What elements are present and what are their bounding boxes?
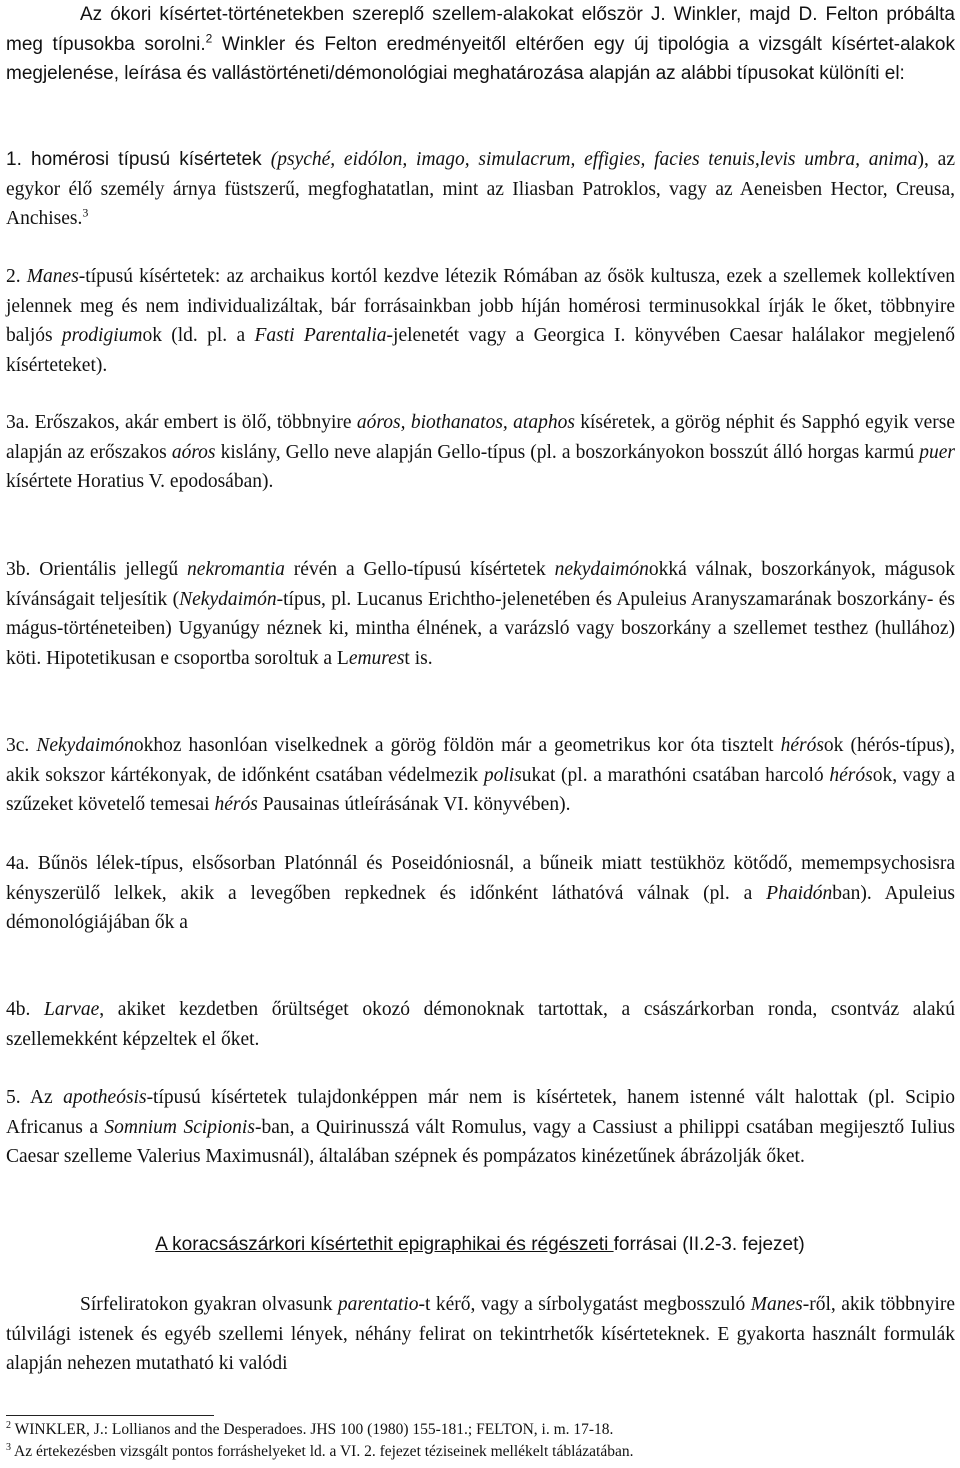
footnote-number: 2 — [6, 1419, 11, 1431]
type-4b-paragraph: 4b. Larvae, akiket kezdetben őrültséget okozó démonoknak tartottak, a császárkorban ronda, csontváz alakú szellemekként képzeltek el őket. — [6, 999, 955, 1050]
footnote-separator — [6, 1415, 214, 1416]
footnote-2 — [6, 1420, 955, 1440]
intro-paragraph — [6, 0, 955, 89]
type-5-paragraph: 5. Az apotheósis-típusú kísértetek tulajdonképpen már nem is kísértetek, hanem istenné vált halottak (pl. Scipio Africanus a Somnium Scipionis-ban, a Quirinusszá vált Romulus, vagy a Cassiust a philippi csatában megijesztő Iulius Caesar szelleme Valerius Maximusnál), általában szépnek és pompázatos kinézetűnek ábrázolják őket. — [6, 1087, 955, 1168]
footnote-text: WINKLER, J.: Lollianos and the Desperadoes. JHS 100 (1980) 155-181.; FELTON, i. m. 17-18. — [11, 1421, 614, 1438]
type-number: 5. — [6, 1087, 21, 1108]
type-number: 1. — [6, 149, 22, 170]
type-4a-paragraph: 4a. Bűnös lélek-típus, elsősorban Platónnál és Poseidóniosnál, a bűneik miatt testükhöz kötődő, memempsychosisra kényszerülő lelkek, akik a levegőben repkednek és időnként láthatóvá válnak (pl. a Phaidónban). Apuleius démonológiájában ők a — [6, 853, 956, 934]
type-number: 3b. — [6, 559, 31, 580]
type-3c-paragraph: 3c. Nekydaimónokhoz hasonlóan viselkednek a görög földön már a geometrikus kor óta tisztelt hérósok (hérós-típus), akik sokszor kártékonyak, de időnként csatában védelmezik polisukat (pl. a marathóni csatában harcoló hérósok, vagy a szűzeket követelő temesai hérós Pausainas útleírásának VI. könyvében). — [6, 735, 955, 816]
footnote-ref-2[interactable]: 2 — [205, 31, 213, 46]
closing-paragraph: Sírfeliratokon gyakran olvasunk parentatio-t kérő, vagy a sírbolygatást megbosszuló Manes-ről, akik többnyire túlvilági istenek és egyéb szellemi lények, néhány felirat on tekintrhetők kísérteteknek. E gyakorta használt formulák alapján nehezen mutatható ki valódi — [6, 1294, 955, 1375]
intro-text-cont: Winkler és Felton eredményeitől eltérően egy új tipológia a vizsgált kísértet-alakok megjelenése, leírása és vallástörténeti/démonológiai meghatározása alapján az alábbi típusokat különíti el: — [6, 33, 955, 85]
type-number: 3c. — [6, 735, 30, 756]
intro-text: Az ókori kísértet-történetekben szereplő szellem-alakokat először J. Winkler, majd D. Felton próbálta meg típusokba sorolni. — [6, 4, 955, 55]
type-number: 4b. — [6, 999, 31, 1020]
type-3a-paragraph: 3a. Erőszakos, akár embert is ölő, többnyire aóros, biothanatos, ataphos kíséretek, a görög néphit és Sapphó egyik verse alapján az erőszakos aóros kislány, Gello neve alapján Gello-típus (pl. a boszorkányokon bosszút álló horgas karmú puer kísértete Horatius V. epodosában). — [6, 412, 956, 493]
footnote-3 — [6, 1442, 955, 1462]
type-number: 4a. — [6, 853, 30, 874]
footnote-text: Az értekezésben vizsgált pontos forráshelyeket ld. a VI. 2. fejezet téziseinek mellékelt táblázatában. — [11, 1443, 634, 1460]
type-number: 2. — [6, 266, 21, 287]
type-1-paragraph: 1. homérosi típusú kísértetek (psyché, eidólon, imago, simulacrum, effigies, facies tenuis,levis umbra, anima), az egykor élő személy árnya füstszerű, megfoghatatlan, mint az Iliasban Patroklos, vagy az Aeneisben Hector, Creusa, Anchises.$^3$ — [6, 149, 955, 230]
type-number: 3a. — [6, 412, 30, 433]
section-heading — [0, 1230, 960, 1259]
section-heading-underlined: A koracsászárkori kísértethit epigraphikai és régészeti — [155, 1234, 614, 1255]
section-heading-rest: forrásai (II.2-3. fejezet) — [613, 1234, 805, 1255]
footnote-ref-3[interactable]: 3 — [82, 205, 89, 220]
type-2-paragraph: 2. Manes-típusú kísértetek: az archaikus kortól kezdve létezik Rómában az ősök kultusza, ezek a szellemek kollektíven jelennek meg és nem individualizáltak, bár forrásainkban jobb híján homérosi terminusokkal írják le őket, többnyire baljós prodigiumok (ld. pl. a Fasti Parentalia-jelenetét vagy a Georgica I. könyvében Caesar halálakor megjelenő kísérteteket). — [6, 266, 956, 376]
type-3b-paragraph: 3b. Orientális jellegű nekromantia révén a Gello-típusú kísértetek nekydaimónokká válnak, boszorkányok, mágusok kívánságait teljesítik (Nekydaimón-típus, pl. Lucanus Erichtho-jelenetében és Apuleius Aranyszamarának boszorkány- és mágus-történeteiben) Ugyanúgy néznek ki, mintha élnének, a varázsló vagy boszorkány a szellemet testhez (hullához) köti. Hipotetikusan e csoportba soroltuk a Lemurest is. — [6, 559, 956, 669]
footnote-number: 3 — [6, 1441, 11, 1453]
